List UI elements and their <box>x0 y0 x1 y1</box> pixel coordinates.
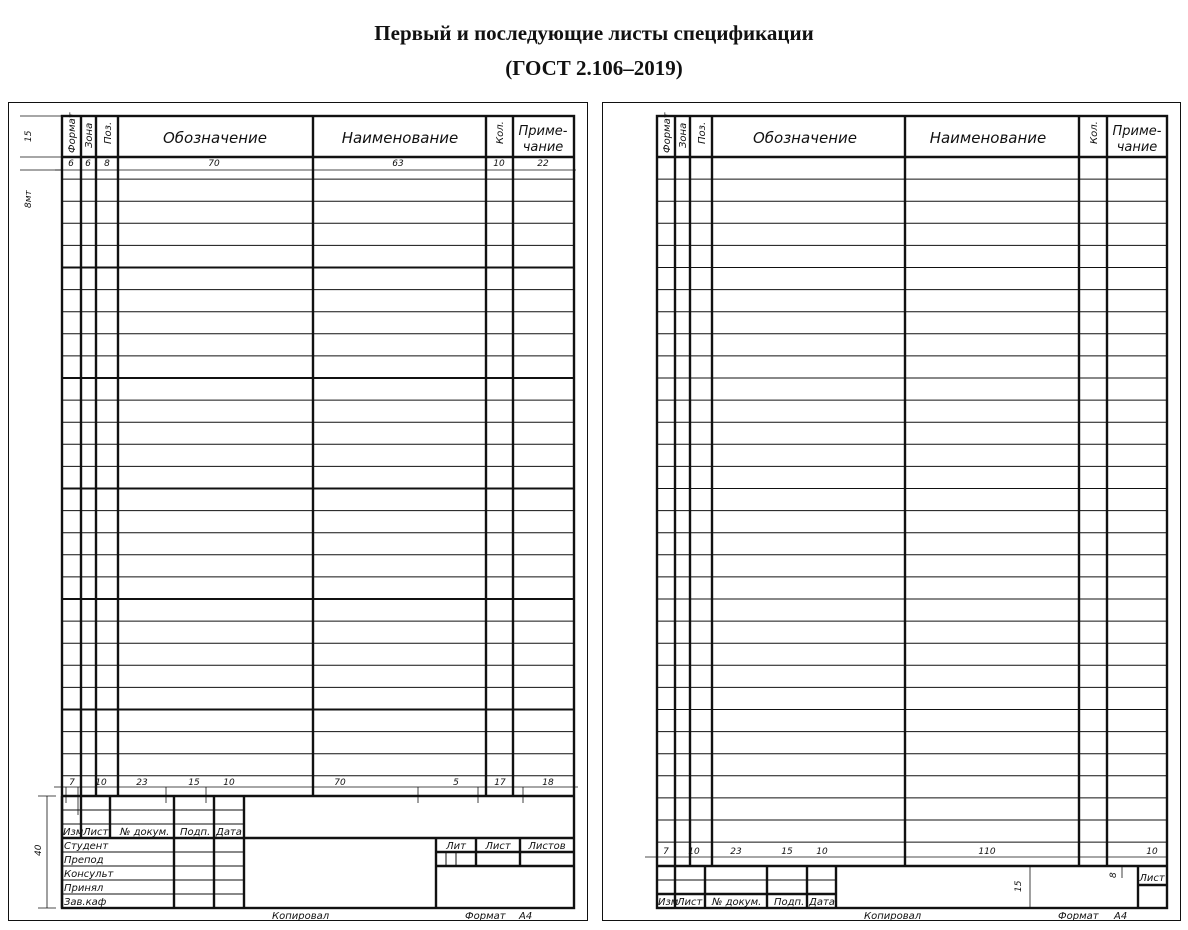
s2-header-format: Формат <box>662 112 673 153</box>
sheet1-inner-frame <box>62 116 574 908</box>
s2-stamp-docnum: № докум. <box>712 897 762 908</box>
s1-role-consultant: Консульт <box>64 869 114 880</box>
s1-role-teacher: Препод <box>64 855 104 866</box>
s1-stamp-lit: Лит <box>446 841 466 852</box>
s1-role-student: Студент <box>64 841 109 852</box>
s1-dim-left-8: 8мт <box>24 190 34 208</box>
s1-dim-bottom-6: 5 <box>453 778 459 788</box>
s1-stamp-sheets: Листов <box>528 841 566 852</box>
sheet1-table-lines <box>62 116 574 796</box>
s2-stamp-sheet-label: Лист <box>1139 873 1165 884</box>
s2-dim-15: 15 <box>1014 880 1024 892</box>
s2-header-name: Наименование <box>929 129 1047 147</box>
s1-header-designation: Обозначение <box>162 129 268 147</box>
s1-dim-bottom-7: 17 <box>494 778 506 788</box>
s1-header-note-1: Приме- <box>518 124 568 139</box>
s1-role-accepted: Принял <box>64 883 104 894</box>
s1-header-note-2: чание <box>522 140 564 155</box>
s1-dim-top-4: 63 <box>392 159 404 169</box>
s1-footer-copied: Копировал <box>272 911 330 922</box>
s1-footer-format: Формат <box>465 911 506 922</box>
s1-dim-top-0: 6 <box>68 159 74 169</box>
s1-dim-bottom-8: 18 <box>542 778 554 788</box>
s2-stamp-sign: Подп. <box>774 897 805 908</box>
s1-dim-bottom-5: 70 <box>334 778 346 788</box>
s2-dim-bottom-1: 10 <box>688 847 700 857</box>
s1-dim-top-3: 70 <box>208 159 220 169</box>
s1-stamp-sign: Подп. <box>180 827 211 838</box>
s2-header-note-2: чание <box>1116 140 1158 155</box>
s1-header-format: Формат <box>67 112 78 153</box>
s2-stamp-date: Дата <box>809 897 835 908</box>
s1-dim-bottom-0: 7 <box>69 778 75 788</box>
sheet1-dimension-lines <box>20 116 578 908</box>
s2-footer-format: Формат <box>1058 911 1099 922</box>
s1-header-qty: Кол. <box>495 121 506 144</box>
s1-dim-bottom-1: 10 <box>95 778 107 788</box>
s1-stamp-date: Дата <box>216 827 242 838</box>
s1-stamp-sheet: Лист <box>485 841 511 852</box>
sheet2-inner-frame <box>657 116 1167 908</box>
s1-dim-bottom-4: 10 <box>223 778 235 788</box>
s2-stamp-izm: Изм <box>658 897 679 908</box>
s1-header-zone: Зона <box>84 122 95 148</box>
s1-dim-40: 40 <box>34 844 44 856</box>
s2-dim-bottom-6: 10 <box>1146 847 1158 857</box>
s2-header-zone: Зона <box>678 122 689 148</box>
s2-footer-copied: Копировал <box>864 911 922 922</box>
s2-dim-bottom-0: 7 <box>663 847 669 857</box>
s2-dim-8: 8 <box>1109 872 1119 878</box>
sheet1-title-block <box>62 796 574 908</box>
s1-stamp-list: Лист <box>83 827 109 838</box>
s1-dim-left-15: 15 <box>24 130 34 142</box>
sheet2-table-lines <box>657 116 1167 866</box>
s2-dim-bottom-5: 110 <box>978 847 996 857</box>
s2-header-qty: Кол. <box>1089 121 1100 144</box>
s2-dim-bottom-2: 23 <box>730 847 742 857</box>
s2-dim-bottom-4: 10 <box>816 847 828 857</box>
s1-header-name: Наименование <box>341 129 459 147</box>
s1-dim-top-5: 10 <box>493 159 505 169</box>
s2-header-designation: Обозначение <box>752 129 858 147</box>
s1-dim-top-1: 6 <box>85 159 91 169</box>
s1-footer-size: А4 <box>519 911 533 922</box>
s2-stamp-list: Лист <box>677 897 703 908</box>
s1-dim-top-2: 8 <box>104 159 110 169</box>
s1-stamp-docnum: № докум. <box>120 827 170 838</box>
s1-dim-bottom-3: 15 <box>188 778 200 788</box>
s1-header-pos: Поз. <box>103 121 114 144</box>
s2-header-note-1: Приме- <box>1112 124 1162 139</box>
page-title-line-1: Первый и последующие листы спецификации <box>374 21 814 45</box>
s1-dim-top-6: 22 <box>537 159 549 169</box>
page-title-line-2: (ГОСТ 2.106–2019) <box>505 56 683 80</box>
s2-header-pos: Поз. <box>697 121 708 144</box>
s1-stamp-izm: Изм <box>63 827 84 838</box>
s2-footer-size: А4 <box>1114 911 1128 922</box>
s1-dim-bottom-2: 23 <box>136 778 148 788</box>
s1-role-head: Зав.каф <box>64 897 107 908</box>
s2-dim-bottom-3: 15 <box>781 847 793 857</box>
